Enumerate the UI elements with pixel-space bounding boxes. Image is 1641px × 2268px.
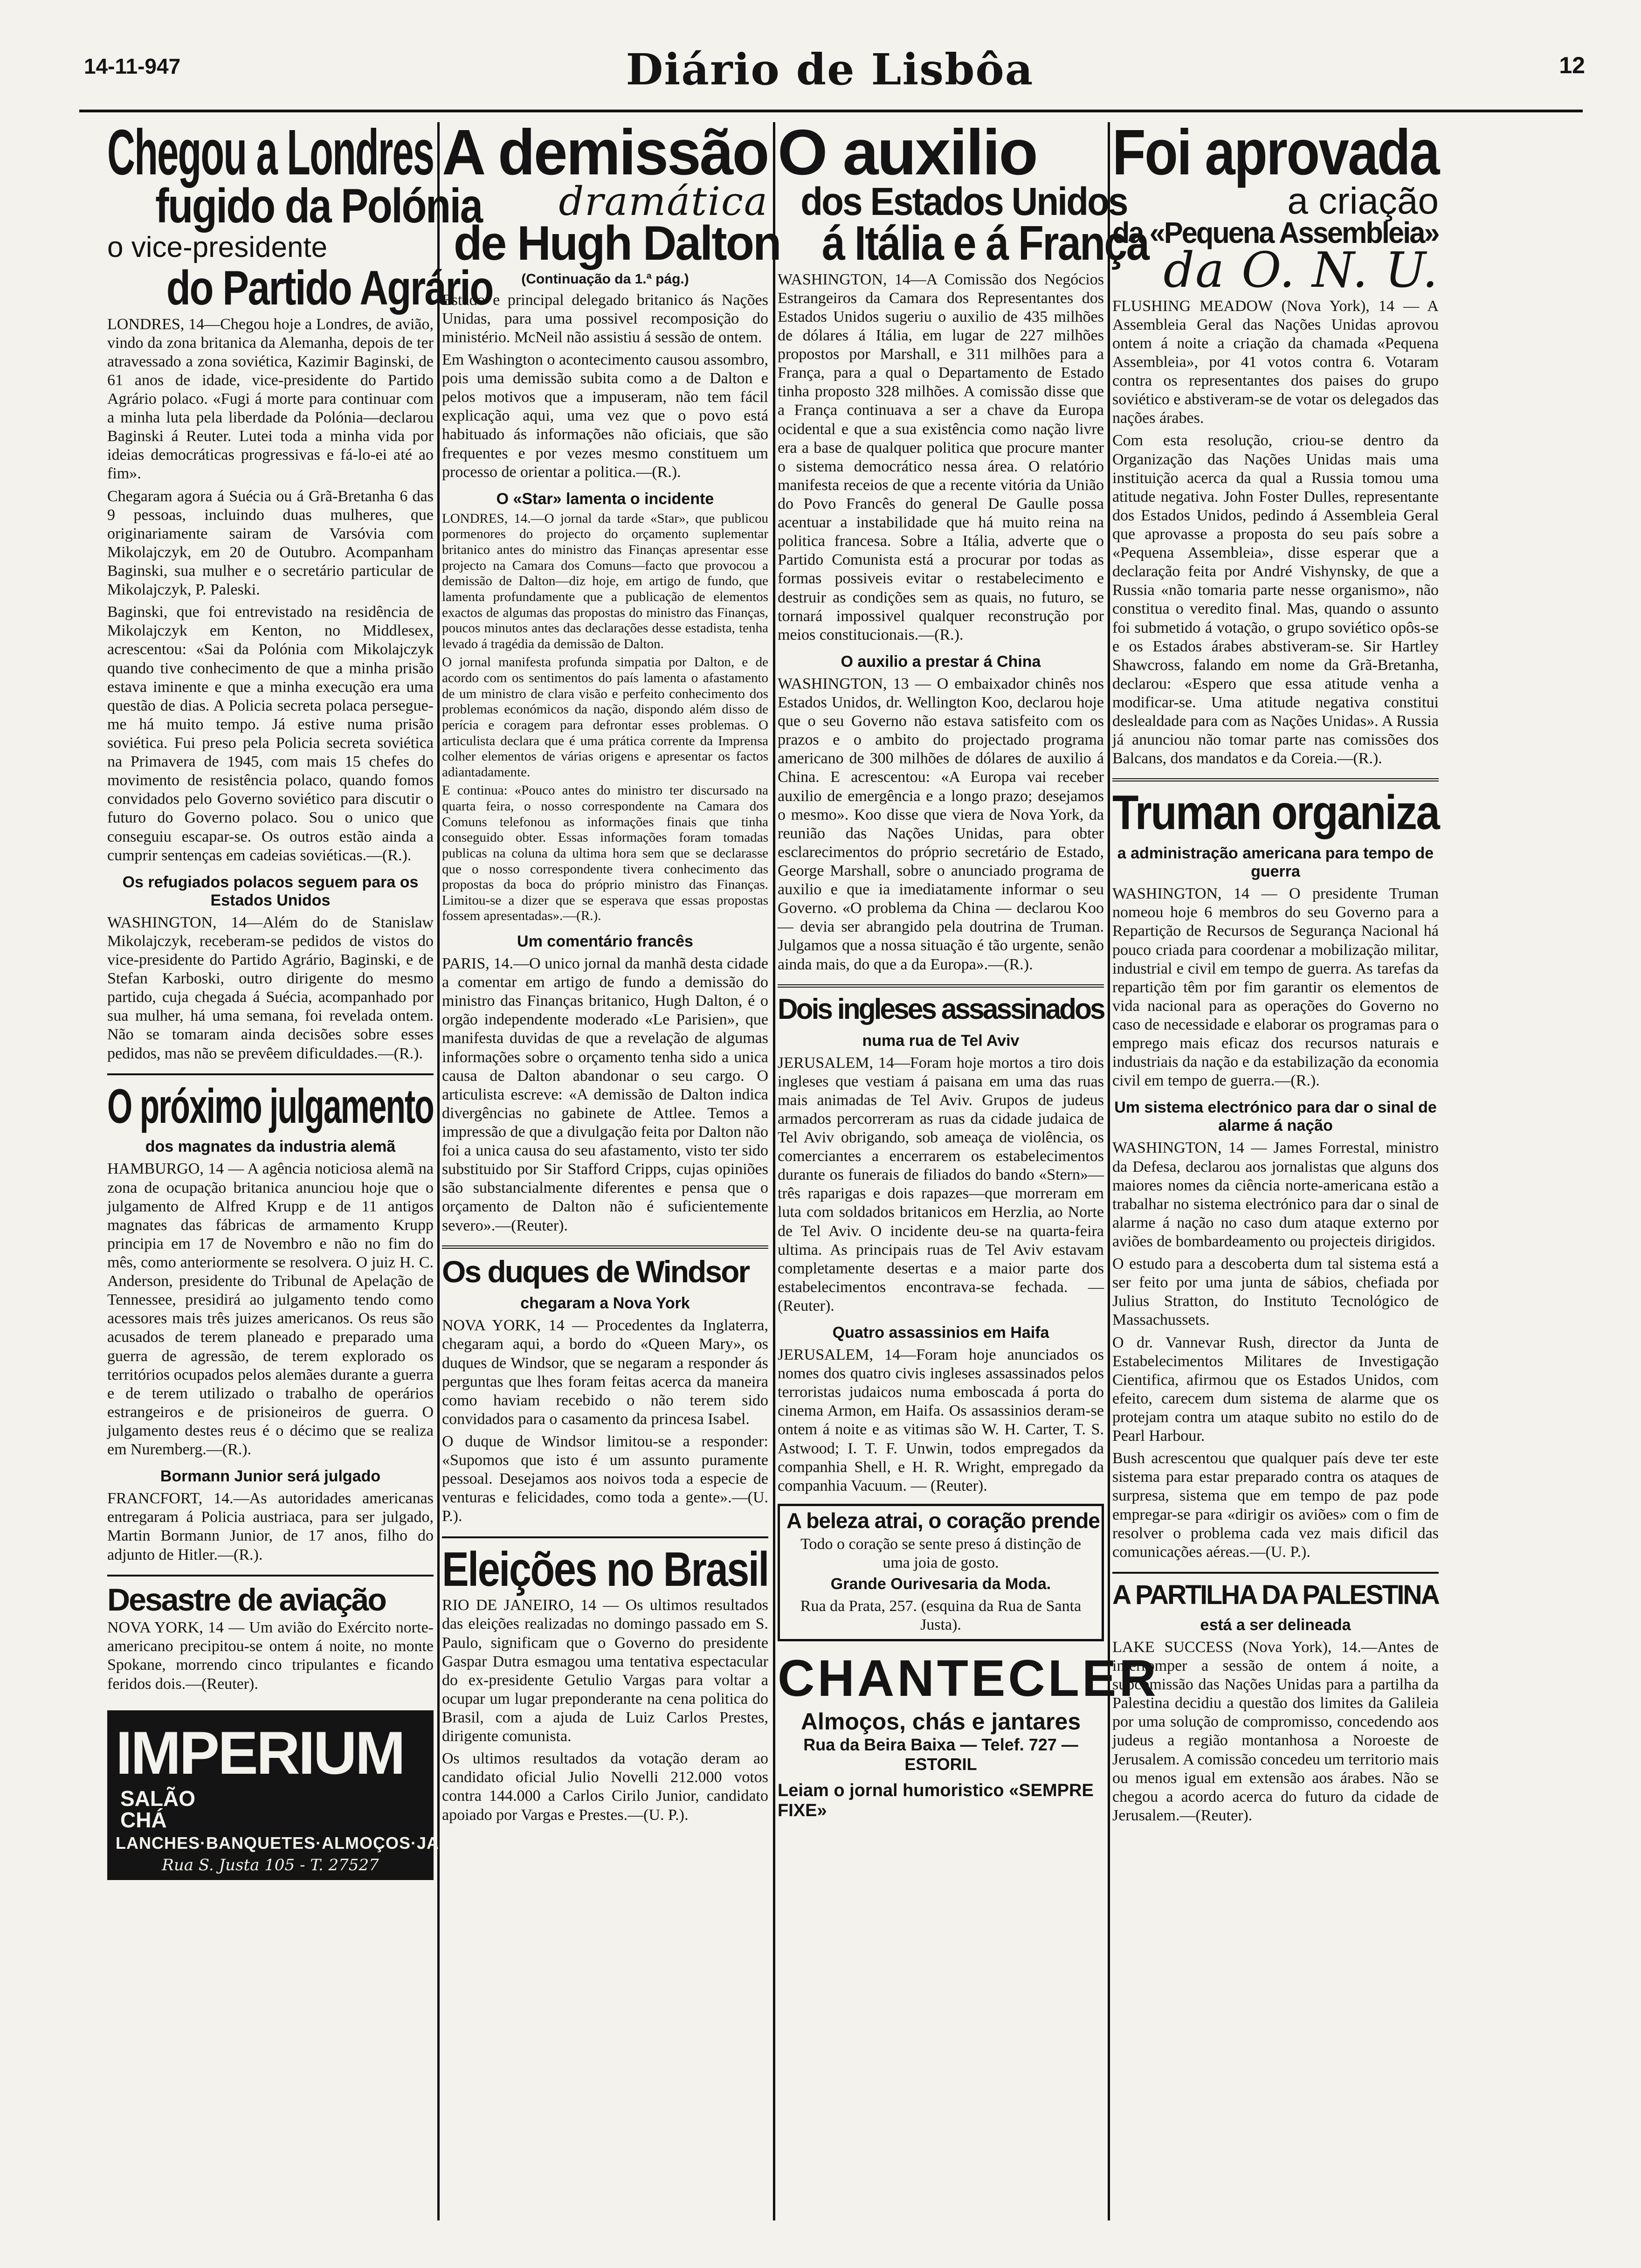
ad-address: Rua da Beira Baixa — Telef. 727 — ESTORIL — [803, 1735, 1078, 1774]
section-rule — [107, 1073, 434, 1075]
headline-vice-presidente: o vice-presidente — [107, 231, 328, 263]
advertisement-imperium — [107, 1710, 510, 1880]
column-divider — [1108, 122, 1110, 2220]
headline-julgamento: O próximo julgamento — [107, 1079, 434, 1134]
subheading: O auxilio a prestar á China — [841, 652, 1041, 671]
article-text: WASHINGTON, 14 — O presidente Truman nomeou hoje 6 membros do seu Governo para a Repartição de Recursos de Segurança Nacional há pouco criada para coordenar a mobilização militar, industrial e civil em tempo de guerra. As tarefas da repartição têm por fim garantir os elementos de vida nacional para as operações do Governo no caso de necessidade e elaborar os programas para o emprego mais eficaz dos recursos naturais e industriais da nação e da estabilização da economia civil em tempo de guerra.—(R.). — [1112, 885, 1439, 1090]
subheading: dos magnates da industria alemã — [145, 1138, 396, 1156]
headline-windsor: Os duques de Windsor — [442, 1254, 749, 1289]
ad-side-1: SALÃO — [120, 1786, 195, 1811]
ad-shop-name: Grande Ourivesaria da Moda. — [830, 1575, 1051, 1593]
subheading: Os refugiados polacos seguem para os Estados Unidos — [122, 873, 419, 909]
article-text: E continua: «Pouco antes do ministro ter discursado na quarta feira, o nosso correspondente na Camara dos Comuns telefonou as informações finais que tinha conseguido obter. Essas informações foram tomadas publicas na coluna da ultima hora sem que se declarasse que o nosso correspondente tivera conhecimento das propostas da boca do próprio ministro das Finanças. Limitou-se a dizer que se esperava que essas propostas fossem apresentadas».—(R.). — [442, 783, 768, 924]
headline-estados-unidos: dos Estados Unidos — [800, 180, 1127, 224]
subheading: O «Star» lamenta o incidente — [496, 490, 714, 508]
column-3 — [778, 117, 1159, 2230]
section-rule — [107, 1575, 434, 1577]
subheading: numa rua de Tel Aviv — [862, 1031, 1020, 1050]
subheading: Um comentário francês — [517, 933, 693, 951]
advertisement-ourivesaria — [778, 1504, 1104, 1641]
headline-partido-agrario: do Partido Agrário — [166, 261, 493, 315]
ad-headline: A beleza atrai, o coração prende — [786, 1508, 1100, 1533]
advertisement-sempre-fixe: Leiam o jornal humoristico «SEMPRE FIXE» — [778, 1781, 1094, 1821]
subheading: chegaram a Nova York — [520, 1294, 690, 1313]
headline-auxilio: O auxilio — [778, 117, 1037, 188]
headline-italia-franca: á Itália e á França — [822, 216, 1149, 270]
article-text: Estado e principal delegado britanico ás Nações Unidas, para uma possivel recomposição do ministério. McNeil não assistiu á sessão de ontem. — [442, 291, 768, 346]
section-rule — [1112, 778, 1439, 781]
column-4 — [1112, 117, 1439, 2230]
article-text: LONDRES, 14—Chegou hoje a Londres, de avião, vindo da zona britanica da Alemanha, depois de ter atravessado a zona soviética, Kazimir Baginski, de 61 anos de idade, vice-presidente do Partido Agrário polaco. «Fugi á morte para continuar com a minha luta pela liberdade da Polónia—declarou Baginski á Reuter. Lutei toda a minha vida por ideias democráticas progressivas e fá-lo-ei até ao fim». — [107, 315, 434, 483]
continuation-note: (Continuação da 1.ª pág.) — [521, 271, 689, 287]
headline-ingleses: Dois ingleses assassinados — [778, 993, 1104, 1025]
article-text: JERUSALEM, 14—Foram hoje mortos a tiro dois ingleses que vestiam á paisana em uma das ruas mais animadas de Tel Aviv. Grupos de judeus armados percorreram as ruas da cidade judaica de Tel Aviv obrigando, sob ameaça de violência, os comerciantes a encerrarem os estabelecimentos durante os funerais de filiados do bando «Stern»—três raparigas e dois rapazes—que morreram em luta com soldados britanicos em Herzlia, ao Norte de Tel Aviv. O incidente deu-se na quarta-feira ultima. As principais ruas de Tel Aviv estavam completamente desertas e a maior parte dos estabelecimentos encontrava-se fechada. — (Reuter). — [778, 1054, 1104, 1314]
article-text: O dr. Vannevar Rush, director da Junta de Estabelecimentos Militares de Investigação Cientifica, afirmou que os Estados Unidos, com efeito, carecem dum sistema de alarme que os protejam contra um ataque subito no estilo do de Pearl Harbour. — [1112, 1334, 1439, 1445]
subheading: está a ser delineada — [1200, 1616, 1351, 1634]
article-text: WASHINGTON, 13 — O embaixador chinês nos Estados Unidos, dr. Wellington Koo, declarou hoje que o seu Governo não estava satisfeito com os prazos e o ambito do projectado programa americano de 300 milhões de dólares de auxilio á China. E acrescentou: «A Europa vai receber auxilio de emergência e a longo prazo; desejamos o mesmo». Koo disse que viera de Nova York, da reunião das Nações Unidas, para obter esclarecimentos do próprio secretário de Estado, George Marshall, sobre o anunciado programa de auxilio e que ia imediatamente informar o seu Governo. «O problema da China — declarou Koo — devia ser abrangido pela doutrina de Truman. Julgamos que a nossa situação é tão urgente, senão ainda mais, do que a da Europa».—(R.). — [778, 675, 1104, 973]
article-text: LAKE SUCCESS (Nova York), 14.—Antes de interromper a sessão de ontem á noite, a subcomissão das Nações Unidas para a partilha da Palestina decidiu a questão dos limites da Galileia por uma solução de compromisso, concedendo aos judeus a região montanhosa a Noroeste de Jerusalem. A comissão concedeu um territorio mais ou menos igual em extensão aos árabes. Não se chegou a acordo acerca do futuro da cidade de Jerusalem.—(Reuter). — [1112, 1638, 1439, 1824]
article-text: LONDRES, 14.—O jornal da tarde «Star», que publicou pormenores do projecto do orçamento suplementar britanico antes do ministro das Finanças apresentar esse projecto na Camara dos Comuns—facto que provocou a demissão de Dalton—diz hoje, em artigo de fundo, que lamenta profundamente que a publicação de elementos exactos de algumas das propostas do ministro das Finanças, poucos minutos antes das declarações desse estadista, tenha levado á tragédia da demissão de Dalton. — [442, 511, 768, 651]
issue-date: 14-11-947 — [84, 54, 181, 78]
article-text: O estudo para a descoberta dum tal sistema está a ser feito por uma junta de sábios, chefiada por Julius Stratton, do Instituto Tecnológico de Massachussets. — [1112, 1255, 1439, 1329]
article-text: Os ultimos resultados da votação deram ao candidato oficial Julio Novelli 212.000 votos contra 144.000 a Carlos Cirilo Junior, candidato apoiado por Vargas e Prestes.—(U. P.). — [442, 1750, 768, 1824]
article-text: O jornal manifesta profunda simpatia por Dalton, e de acordo com os sentimentos do país lamenta o afastamento de um ministro de clara visão e perfeito conhecimento dos problemas económicos da nação, dispondo além disso de perícia e coragem para defrontar esses problemas. O articulista declara que é uma prática corrente da Imprensa colher elementos de várias origens e apresentar os factos adiantadamente. — [442, 655, 768, 780]
article-text: Chegaram agora á Suécia ou á Grã-Bretanha 6 das 9 pessoas, incluindo duas mulheres, que originariamente sairam de Varsóvia com Mikolajczyk, em 20 de Outubro. Acompanham Baginski, sua mulher e o secretário particular de Mikolajczyk, P. Paleski. — [107, 487, 434, 599]
article-text: Em Washington o acontecimento causou assombro, pois uma demissão subita como a de Dalton e pelos motivos que a impuseram, não tem fácil explicação aqui, uma vez que o povo está habituado ás informações não oficiais, que são frequentes e por vezes mesmo constituem um processo de orientar a politica.—(R.). — [442, 351, 768, 481]
column-divider — [773, 122, 775, 2220]
headline-demissao: A demissão — [442, 117, 768, 188]
article-text: Com esta resolução, criou-se dentro da Organização das Nações Unidas mais uma instituição acerca da qual a Russia tomou uma atitude negativa. John Foster Dulles, representante dos Estados Unidos, pedindo á Assembleia Geral que aprovasse a proposta do seu país sobre a «Pequena Assembleia», disse esperar que a declaração feita por André Vishynsky, de que a Russia «não tomaria parte nesse organismo», não constitua o veredito final. Mas, quando o assunto foi submetido á votação, o grupo soviético opôs-se e os Estados árabes abstiveram-se. Sir Hartley Shawcross, falando em nome da Grã-Bretanha, declarou: «Espero que essa atitude venha a modificar-se. Uma atitude negativa constitui deslealdade para com as Nações Unidas». A Russia já anunciou não tomar parte nas comissões dos Balcans, dos mandatos e da Coreia.—(R.). — [1112, 432, 1439, 768]
article-text: FLUSHING MEADOW (Nova York), 14 — A Assembleia Geral das Nações Unidas aprovou ontem á noite a criação da chamada «Pequena Assembleia», por 41 votos contra 6. Votaram contra os representantes dos paises do grupo soviético e abstiveram-se de votar os delegados das nações árabes. — [1112, 297, 1439, 427]
section-rule — [778, 984, 1104, 988]
headline-aprovada: Foi aprovada — [1112, 117, 1439, 188]
article-text: WASHINGTON, 14 — James Forrestal, ministro da Defesa, declarou aos jornalistas que alguns dos maiores nomes da ciência norte-americana estão a trabalhar no sistema electrónico para dar o sinal de alarme á nação no caso dum ataque externo por aviões de bombardeamento ou projecteis dirigidos. — [1112, 1139, 1439, 1250]
headline-pequena-assembleia: da «Pequena Assembleia» — [1112, 216, 1439, 250]
newspaper-title: Diário de Lisbôa — [626, 44, 1034, 95]
ad-brand: IMPERIUM — [116, 1718, 404, 1787]
subheading: Um sistema electrónico para dar o sinal de alarme á nação — [1114, 1099, 1437, 1135]
subheading: Quatro assassinios em Haifa — [832, 1324, 1049, 1342]
advertisement-chantecler: CHANTECLER — [778, 1650, 1159, 1708]
ad-side-2: CHÁ — [120, 1807, 167, 1832]
headline-eleicoes: Eleições no Brasil — [442, 1542, 768, 1597]
article-text: NOVA YORK, 14 — Procedentes da Inglaterra, chegaram aqui, a bordo do «Queen Mary», os duques de Windsor, que se negaram a responder ás perguntas que lhes foram feitas acerca da maneira como haviam recebido o não terem sido convidados para o casamento da princesa Isabel. — [442, 1317, 768, 1428]
article-text: FRANCFORT, 14.—As autoridades americanas entregaram á Policia austriaca, para ser julgado, Martin Bormann Junior, de 17 anos, filho do adjunto de Hitler.—(R.). — [107, 1490, 434, 1563]
ad-services: LANCHES·BANQUETES·ALMOÇOS·JANTARES — [116, 1833, 510, 1853]
section-rule — [442, 1536, 768, 1538]
ad-subtitle: Almoços, chás e jantares — [800, 1708, 1081, 1735]
article-text: PARIS, 14.—O unico jornal da manhã desta cidade a comentar em artigo de fundo a demissão do ministro das Finanças britanico, Hugh Dalton, é o orgão independente moderado «Le Parisien», que manifesta duvidas de que a revelação de algumas informações sobre o orçamento tenha sido a unica causa de Dalton abandonar o seu cargo. O articulista escreve: «A demissão de Dalton indica divergências no gabinete de Attlee. Temos a impressão de que a divulgação feita por Dalton não foi a unica causa do seu afastamento, visto ter sido substituido por Sir Stafford Cripps, cujas opiniões são substancialmente diferentes e pensa que o orçamento de Dalton não é suficientemente severo».—(Reuter). — [442, 955, 768, 1234]
ad-address: Rua S. Justa 105 - T. 27527 — [162, 1855, 379, 1874]
article-text: NOVA YORK, 14 — Um avião do Exército norte-americano precipitou-se ontem á noite, no monte Spokane, morrendo cinco tripulantes e ficando feridos dois.—(Reuter). — [107, 1619, 434, 1693]
article-text: Baginski, que foi entrevistado na residência de Mikolajczyk em Kenton, no Middlesex, acrescentou: «Sai da Polónia com Mikolajczyk quando tive conhecimento de que a minha prisão estava iminente e que a minha execução era uma questão de dias. A Policia secreta polaca persegue-me há muito tempo. Já estive numa prisão soviética. Fui preso pela Policia secreta soviética na Primavera de 1945, com mais 15 chefes do movimento de resistência polaco, quando fomos convidados pelo Governo soviético para discutir o futuro do Governo polaco. Sou o unico que conseguiu escapar-se. Os outros estão ainda a cumprir sentenças em cadeias soviéticas.—(R.). — [107, 603, 434, 864]
article-text: WASHINGTON, 14—A Comissão dos Negócios Estrangeiros da Camara dos Representantes dos Estados Unidos sugeriu o auxilio de 435 milhões de dólares á Itália, em lugar de 227 milhões propostos por Marshall, e 311 milhões para a França, para a qual o Departamento de Estado tinha proposto 328 milhões. A comissão disse que a França continuava a ser a chave da Europa ocidental e que a sua existência como nação livre era a base de qualquer politica que procure manter o sistema democrático nessa área. O relatório manifesta receios de que a recente vitória da União do Povo Francês do general De Gaulle possa acentuar a instabilidade que há muito reina na politica francesa. Sobre a Itália, adverte que o Partido Comunista está a procurar por todas as formas possiveis evitar o restabelecimento e destruir as condições sem as quais, no futuro, se tornará impossivel qualquer reconstrução por meios constitucionais.—(R.). — [778, 270, 1104, 643]
headline-desastre: Desastre de aviação — [107, 1582, 386, 1618]
headline-fugido: fugido da Polónia — [155, 179, 482, 234]
column-2 — [442, 117, 780, 2230]
headline-dramatica: dramática — [558, 179, 768, 225]
subheading: Bormann Junior será julgado — [160, 1467, 381, 1486]
headline-hugh-dalton: de Hugh Dalton — [454, 216, 780, 270]
headline-truman: Truman organiza — [1112, 786, 1439, 840]
ad-text: Todo o coração se sente preso á distinção de uma joia de gosto. — [800, 1535, 1081, 1571]
article-text: JERUSALEM, 14—Foram hoje anunciados os nomes dos quatro civis ingleses assassinados pelos terroristas judaicos numa emboscada á porta do cinema Armon, em Haifa. Os assassinios deram-se ontem á noite e as vitimas são W. H. Carter, T. S. Astwood; I. T. F. Unwin, todos empregados da companhia Shell, e H. R. Wright, empregado da companhia Vacuum. — (Reuter). — [778, 1346, 1104, 1494]
page-number: 12 — [1559, 52, 1585, 78]
article-text: WASHINGTON, 14—Além do de Stanislaw Mikolajczyk, receberam-se pedidos de vistos do vice-presidente do Partido Agrário, Baginski, e de Stefan Karboski, outro dirigente do mesmo partido, cuja chegada á Suécia, acompanhado por sua mulher, há uma semana, foi revelada ontem. Não se tomaram ainda decisões sobre esses pedidos, mas não se prevêem dificuldades.—(R.). — [107, 913, 434, 1062]
article-text: O duque de Windsor limitou-se a responder: «Supomos que isto é um assunto puramente pessoal. Desejamos aos noivos toda a especie de venturas e felicidades, como toda a gente».—(U. P.). — [442, 1433, 768, 1525]
article-text: Bush acrescentou que qualquer país deve ter este sistema para estar preparado contra os ataques de surpresa, sistema que em tempo de paz pode empregar-se para «dirigir os aviões» com o fim de resolver o problema cada vez mais dificil das comunicações aéreas.—(U. P.). — [1112, 1450, 1439, 1561]
column-1 — [107, 117, 510, 2230]
headline-criacao: a criação — [1287, 180, 1439, 222]
headline-onu: da O. N. U. — [1163, 241, 1439, 298]
column-divider — [437, 122, 440, 2220]
headline-chegou: Chegou a Londres — [107, 117, 434, 188]
article-text: RIO DE JANEIRO, 14 — Os ultimos resultados das eleições realizadas no domingo passado em S. Paulo, significam que o Governo do presidente Gaspar Dutra esmagou uma tentativa espectacular do ex-presidente Getulio Vargas para voltar a ocupar um lugar preponderante na cena politica do Brasil, com a ajuda de Luiz Carlos Prestes, dirigente comunista. — [442, 1597, 768, 1745]
masthead-rule — [79, 110, 1583, 112]
subheading: a administração americana para tempo de guerra — [1117, 844, 1434, 881]
section-rule — [1112, 1572, 1439, 1574]
ad-side-label — [120, 1788, 195, 1831]
ad-address: Rua da Prata, 257. (esquina da Rua de Santa Justa). — [800, 1597, 1082, 1633]
headline-palestina: A PARTILHA DA PALESTINA — [1112, 1579, 1439, 1610]
section-rule — [442, 1245, 768, 1249]
masthead — [75, 44, 1585, 105]
article-text: HAMBURGO, 14 — A agência noticiosa alemã na zona de ocupação britanica anunciou hoje que o julgamento de Alfred Krupp e de 11 antigos magnates das fábricas de armamento Krupp principia em 17 de Novembro e não no fim do mês, como anteriormente se resolvera. O juiz H. C. Anderson, presidente do Tribunal de Apelação de Tennessee, presidirá ao julgamento tendo como acessores mais três juizes americanos. Os reus são acusados de terem planeado e preparado uma guerra de agressão, de terem explorado os territórios ocupados pelos alemães durante a guerra e de terem utilizado o trabalho de operários estrangeiros e de prisioneiros de guerra. O julgamento destes reus é o décimo que se realiza em Nuremberg.—(R.). — [107, 1160, 434, 1459]
